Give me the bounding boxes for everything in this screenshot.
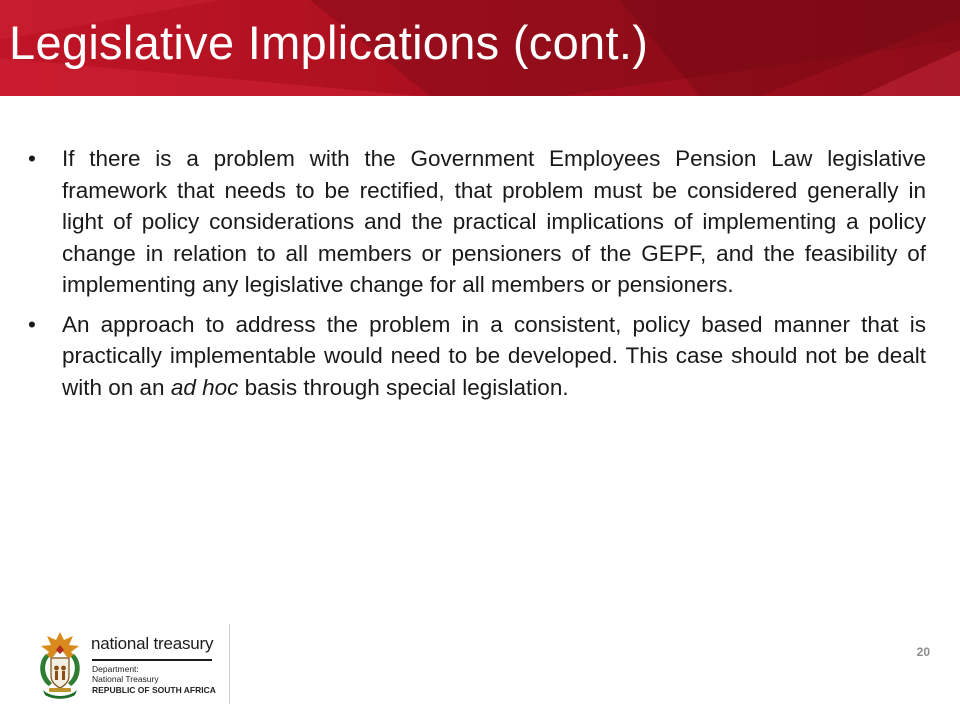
south-africa-coat-of-arms-icon bbox=[33, 628, 87, 700]
title-banner bbox=[0, 0, 960, 96]
page-number: 20 bbox=[916, 645, 930, 659]
org-name-underline bbox=[92, 659, 212, 661]
org-name: national treasury bbox=[91, 634, 214, 653]
org-country: REPUBLIC OF SOUTH AFRICA bbox=[92, 685, 216, 695]
bullet-list bbox=[28, 143, 926, 411]
bullet-text-part: An approach to address the problem in a consistent, policy based manner that is practically implementable would need to be developed. This case should not be dealt with on an bbox=[62, 311, 926, 400]
bullet-marker: • bbox=[28, 146, 36, 171]
org-department-label: Department: bbox=[92, 664, 139, 674]
bullet-text-part: basis through special legislation. bbox=[238, 374, 569, 400]
bullet-text: If there is a problem with the Government Employees Pension Law legislative framework that needs to be rectified, that problem must be considered generally in light of policy considerations and the practical implications of implementing a policy change in relation to all members or pensioners of the GEPF, and the feasibility of implementing any legislative change for all members or pensioners. bbox=[62, 146, 926, 297]
bullet-text-italic: ad hoc bbox=[170, 374, 239, 400]
bullet-item bbox=[28, 309, 926, 404]
bullet-text bbox=[62, 312, 926, 400]
org-department-name: National Treasury bbox=[92, 674, 159, 684]
bullet-item bbox=[28, 143, 926, 301]
slide-title: Legislative Implications (cont.) bbox=[9, 16, 649, 69]
logo-divider bbox=[229, 624, 230, 704]
national-treasury-logo bbox=[33, 624, 231, 704]
bullet-marker: • bbox=[28, 311, 36, 337]
